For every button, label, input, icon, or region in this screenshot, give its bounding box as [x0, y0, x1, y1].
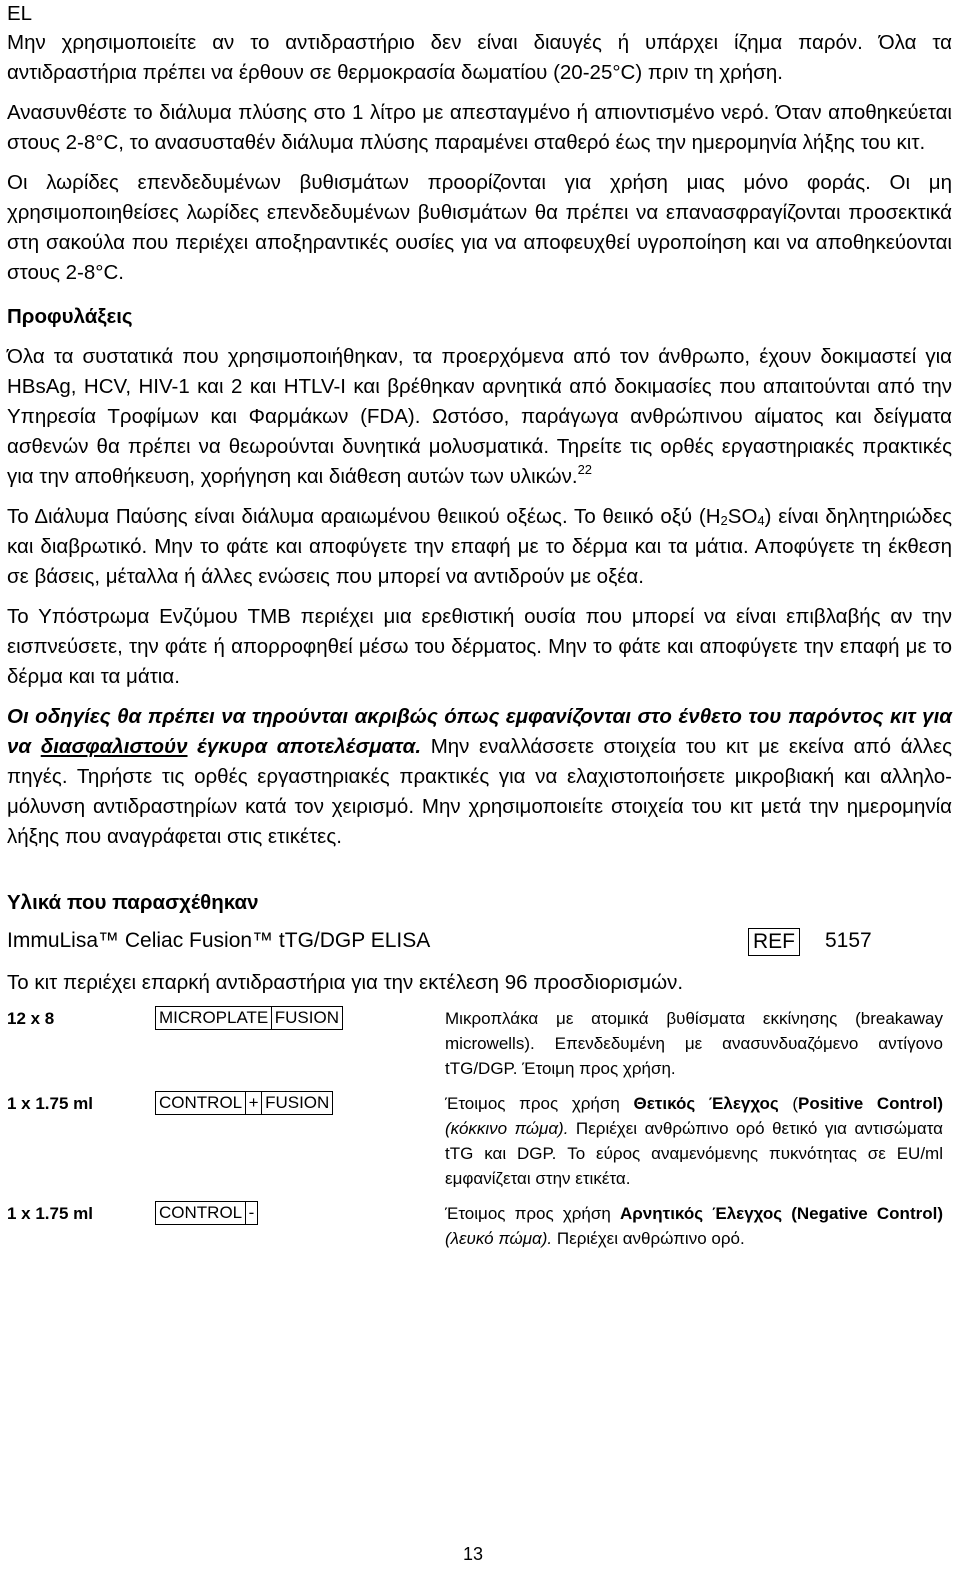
stop-solution-text-c: ) είναι δηλητηριώδες και διαβρωτικό. Μην το φάτε και αποφύγετε την επαφή με το δέρμα και τα μάτια. Αποφύγετε τη έκθεση σε βάσεις, μέταλλα ή άλλες ενώσεις που μπορεί να αντιδρούν με οξέα.: [7, 505, 952, 588]
item-quantity: 12 x 8: [7, 1009, 55, 1028]
kit-contents-sentence: Το κιτ περιέχει επαρκή αντιδραστήρια για την εκτέλεση 96 προσδιορισμών.: [7, 971, 684, 994]
language-code: EL: [7, 2, 33, 25]
item-description: [445, 1201, 943, 1251]
description-bold: Θετικός Έλεγχος: [633, 1094, 779, 1113]
subscript-2: 2: [720, 513, 728, 528]
product-name: ImmuLisa™ Celiac Fusion™ tTG/DGP ELISA: [7, 929, 431, 952]
subscript-4: 4: [757, 513, 765, 528]
instructions-text: Μην εναλλάσσετε στοιχεία του κιτ με εκείνα από άλλες πηγές. Τηρήστε τις ορθές εργαστηριακές πρακτικές για να ελαχιστοποιήσετε μικροβιακή και αλληλο-μόλυνση αντιδραστηρίων κατά τον χειρισμό. Μην χρησιμοποιείτε στοιχεία του κιτ μετά την ημερομηνία λήξης που αναγράφεται στις ετικέτες.: [7, 735, 952, 848]
description-italic: (λευκό πώμα).: [445, 1229, 553, 1248]
label-box: CONTROL: [155, 1091, 246, 1115]
precautions-heading: Προφυλάξεις: [7, 305, 133, 328]
precautions-text-1: Όλα τα συστατικά που χρησιμοποιήθηκαν, τα προερχόμενα από τον άνθρωπο, έχουν δοκιμαστεί για HBsAg, HCV, HIV-1 και 2 και HTLV-I και βρέθηκαν αρνητικά από δοκιμασίες που απαιτούνται από την Υπηρεσία Τροφίμων και Φαρμάκων (FDA). Ωστόσο, παράγωγα ανθρώπινου αίματος και δείγματα ασθενών θα πρέπει να θεωρούνται δυνητικά μολυσματικά. Τηρείτε τις ορθές εργαστηριακές πρακτικές για την αποθήκευση, χορήγηση και διάθεση αυτών των υλικών.: [7, 345, 952, 488]
item-description: [445, 1091, 943, 1191]
label-box: MICROPLATE: [155, 1006, 272, 1030]
description-text: Έτοιμος προς χρήση: [445, 1204, 620, 1223]
label-box: CONTROL: [155, 1201, 246, 1225]
instructions-paragraph: [7, 702, 952, 852]
tmb-substrate-paragraph: Το Υπόστρωμα Ενζύμου TMB περιέχει μια ερεθιστική ουσία που μπορεί να είναι επιβλαβής αν την εισπνεύσετε, την φάτε ή απορροφηθεί μέσω του δέρματος. Μην το φάτε και αποφύγετε την επαφή με το δέρμα και τα μάτια.: [7, 605, 952, 688]
document-page: [7, 0, 952, 1251]
instructions-emphasis-c: έγκυρα αποτελέσματα.: [197, 735, 422, 758]
description-italic: (κόκκινο πώμα).: [445, 1119, 569, 1138]
stop-solution-text-b: SO: [727, 505, 758, 528]
label-box: FUSION: [271, 1006, 343, 1030]
materials-heading: Υλικά που παρασχέθηκαν: [7, 891, 259, 914]
item-label-boxes: [155, 1091, 332, 1115]
product-row: [7, 926, 952, 962]
label-box: FUSION: [261, 1091, 333, 1115]
ref-symbol: REF: [748, 928, 800, 956]
item-label-boxes: [155, 1201, 257, 1225]
instructions-emphasis-a: Οι οδηγίες θα πρέπει να τηρούνται ακριβώς όπως εμφανίζονται στο ένθετο του παρόντος κιτ για να: [7, 705, 952, 758]
label-box: +: [245, 1091, 263, 1115]
item-label-boxes: [155, 1006, 342, 1030]
description-bold: Positive Control): [798, 1094, 943, 1113]
page-number: 13: [463, 1544, 484, 1564]
item-quantity: 1 x 1.75 ml: [7, 1204, 94, 1223]
description-text: Περιέχει ανθρώπινο ορό θετικό για αντισώματα tTG και DGP. Το εύρος αναμενόμενης πυκνότητας σε EU/ml εμφανίζεται στην ετικέτα.: [445, 1119, 943, 1188]
description-text: Περιέχει ανθρώπινο ορό.: [552, 1229, 745, 1248]
item-description: Μικροπλάκα με ατομικά βυθίσματα εκκίνησης (breakaway microwells). Επενδεδυμένη με ανασυνδυαζόμενο αντίγονο tTG/DGP. Έτοιμη προς χρήση.: [445, 1009, 943, 1078]
instructions-emphasis-underlined: διασφαλιστούν: [40, 735, 188, 758]
materials-list: [7, 1006, 952, 1251]
description-text: (: [778, 1094, 799, 1113]
list-item-negative-control: [7, 1201, 952, 1251]
item-quantity: 1 x 1.75 ml: [7, 1094, 94, 1113]
strips-paragraph: Οι λωρίδες επενδεδυμένων βυθισμάτων προορίζονται για χρήση μιας μόνο φοράς. Οι μη χρησιμοποιηθείσες λωρίδες επενδεδυμένων βυθισμάτων θα πρέπει να επανασφραγίζονται προσεκτικά στη σακούλα που περιέχει αποξηραντικές ουσίες για να αποφευχθεί υγροποίηση και να αποθηκεύονται στους 2-8°C.: [7, 171, 952, 284]
description-text: Έτοιμος προς χρήση: [445, 1094, 634, 1113]
label-box: -: [245, 1201, 259, 1225]
list-item-microplate: [7, 1006, 952, 1081]
reagent-clarity-paragraph: Μην χρησιμοποιείτε αν το αντιδραστήριο δεν είναι διαυγές ή υπάρχει ίζημα παρόν. Όλα τα αντιδραστήρια πρέπει να έρθουν σε θερμοκρασία δωματίου (20-25°C) πριν τη χρήση.: [7, 31, 952, 84]
description-bold: Αρνητικός Έλεγχος (Negative Control): [619, 1204, 943, 1223]
stop-solution-paragraph: [7, 502, 952, 592]
reference-number: 22: [577, 462, 593, 477]
ref-number: 5157: [825, 929, 872, 952]
precautions-paragraph-1: [7, 342, 952, 492]
stop-solution-text-a: Το Διάλυμα Παύσης είναι διάλυμα αραιωμένου θειικού οξέως. Το θειικό οξύ (H: [7, 505, 721, 528]
list-item-positive-control: [7, 1091, 952, 1191]
wash-solution-paragraph: Ανασυνθέστε το διάλυμα πλύσης στο 1 λίτρο με απεσταγμένο ή απιοντισμένο νερό. Όταν αποθηκεύεται στους 2-8°C, το ανασυσταθέν διάλυμα πλύσης παραμένει σταθερό έως την ημερομηνία λήξης του κιτ.: [7, 101, 952, 154]
